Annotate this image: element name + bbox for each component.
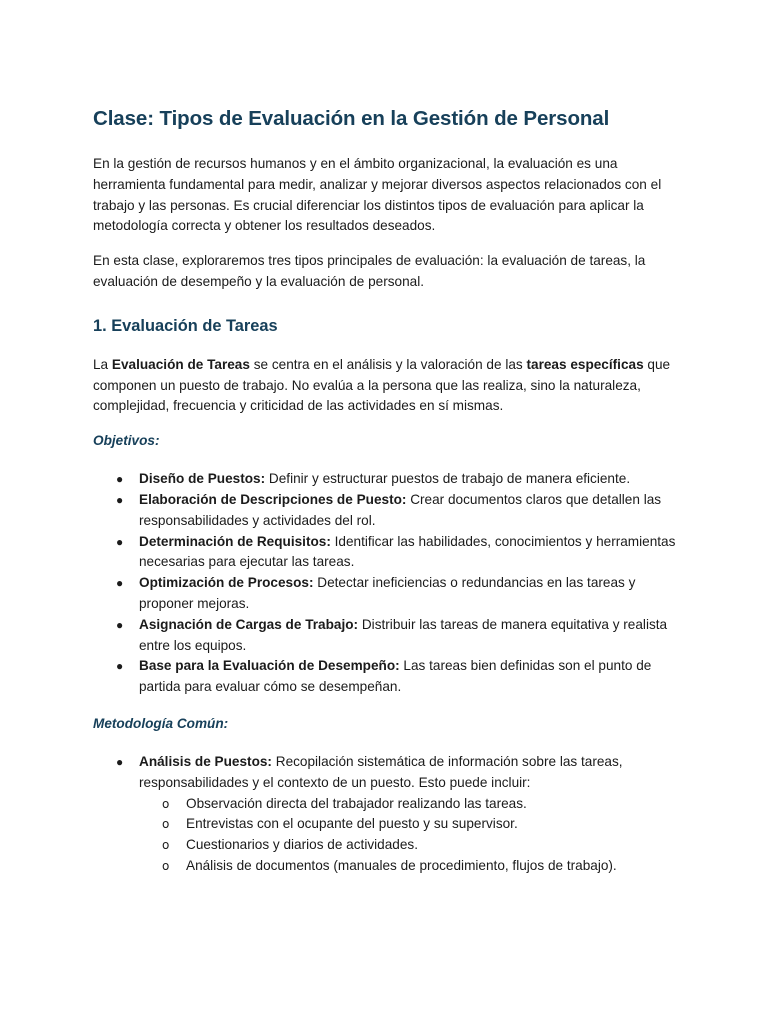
text-run: que componen un puesto de trabajo. No evalúa a la persona que las realiza, sino la naturaleza, complejidad, frecuencia y criticidad de las actividades en sí mismas. (93, 356, 671, 414)
metodologia-list (93, 752, 680, 877)
intro-paragraph-1: En la gestión de recursos humanos y en el ámbito organizacional, la evaluación es una herramienta fundamental para medir, analizar y mejorar diversos aspectos relacionados con el trabajo y las personas. Es crucial diferenciar los distintos tipos de evaluación para aplicar la metodología correcta y obtener los resultados deseados. (93, 156, 662, 234)
text-run: La (93, 356, 112, 372)
bullet-icon: ● (116, 754, 124, 769)
item-term: Diseño de Puestos: (139, 471, 266, 487)
sub-list-item (139, 794, 680, 815)
bullet-icon: ● (116, 534, 124, 549)
circle-bullet-icon: o (162, 838, 170, 853)
item-term: Determinación de Requisitos: (139, 533, 331, 549)
item-term: Optimización de Procesos: (139, 575, 314, 591)
section-heading: 1. Evaluación de Tareas (93, 316, 278, 335)
list-item (93, 573, 680, 615)
sub-list (139, 794, 680, 877)
item-text: Crear documentos claros que detallen las responsabilidades y actividades del rol. (139, 491, 662, 528)
item-text: Distribuir las tareas de manera equitativa y realista entre los equipos. (139, 616, 668, 653)
list-item (93, 615, 680, 657)
item-term: Análisis de Puestos: (139, 753, 272, 769)
circle-bullet-icon: o (162, 817, 170, 832)
sub-list-item (139, 835, 680, 856)
item-text: Las tareas bien definidas son el punto de partida para evaluar cómo se desempeñan. (139, 658, 652, 695)
item-text: Identificar las habilidades, conocimientos y herramientas necesarias para ejecutar las tareas. (139, 533, 676, 570)
item-term: Elaboración de Descripciones de Puesto: (139, 491, 407, 507)
sub-item-text: Entrevistas con el ocupante del puesto y su supervisor. (186, 816, 518, 832)
bullet-icon: ● (116, 659, 124, 674)
objetivos-heading: Objetivos: (93, 433, 160, 449)
bold-run: tareas específicas (526, 356, 644, 372)
objetivos-list (93, 469, 680, 698)
item-term: Base para la Evaluación de Desempeño: (139, 658, 400, 674)
item-text: Detectar ineficiencias o redundancias en las tareas y proponer mejoras. (139, 575, 636, 611)
bullet-icon: ● (116, 472, 124, 487)
bullet-icon: ● (116, 617, 124, 632)
list-item (93, 656, 680, 698)
intro-paragraph-2: En esta clase, exploraremos tres tipos principales de evaluación: la evaluación de tareas, la evaluación de desempeño y la evaluación de personal. (93, 253, 646, 289)
sub-item-text: Análisis de documentos (manuales de procedimiento, flujos de trabajo). (186, 857, 617, 873)
list-item (93, 532, 680, 574)
sub-item-text: Cuestionarios y diarios de actividades. (186, 837, 418, 853)
list-item (93, 469, 680, 490)
metodologia-heading: Metodología Común: (93, 715, 229, 731)
section-paragraph (93, 355, 680, 417)
bullet-icon: ● (116, 576, 124, 591)
item-term: Asignación de Cargas de Trabajo: (139, 616, 359, 632)
list-item (93, 752, 680, 877)
text-run: se centra en el análisis y la valoración de las (249, 356, 527, 372)
bold-run: Evaluación de Tareas (111, 356, 250, 372)
item-text: Recopilación sistemática de información sobre las tareas, responsabilidades y el contexto de un puesto. Esto puede incluir: (139, 753, 623, 790)
item-text: Definir y estructurar puestos de trabajo de manera eficiente. (265, 471, 631, 487)
page-title: Clase: Tipos de Evaluación en la Gestión de Personal (93, 107, 610, 130)
circle-bullet-icon: o (162, 858, 170, 873)
sub-item-text: Observación directa del trabajador realizando las tareas. (186, 795, 527, 811)
sub-list-item (139, 856, 680, 877)
circle-bullet-icon: o (162, 796, 170, 811)
list-item (93, 490, 680, 532)
sub-list-item (139, 814, 680, 835)
bullet-icon: ● (116, 492, 124, 507)
